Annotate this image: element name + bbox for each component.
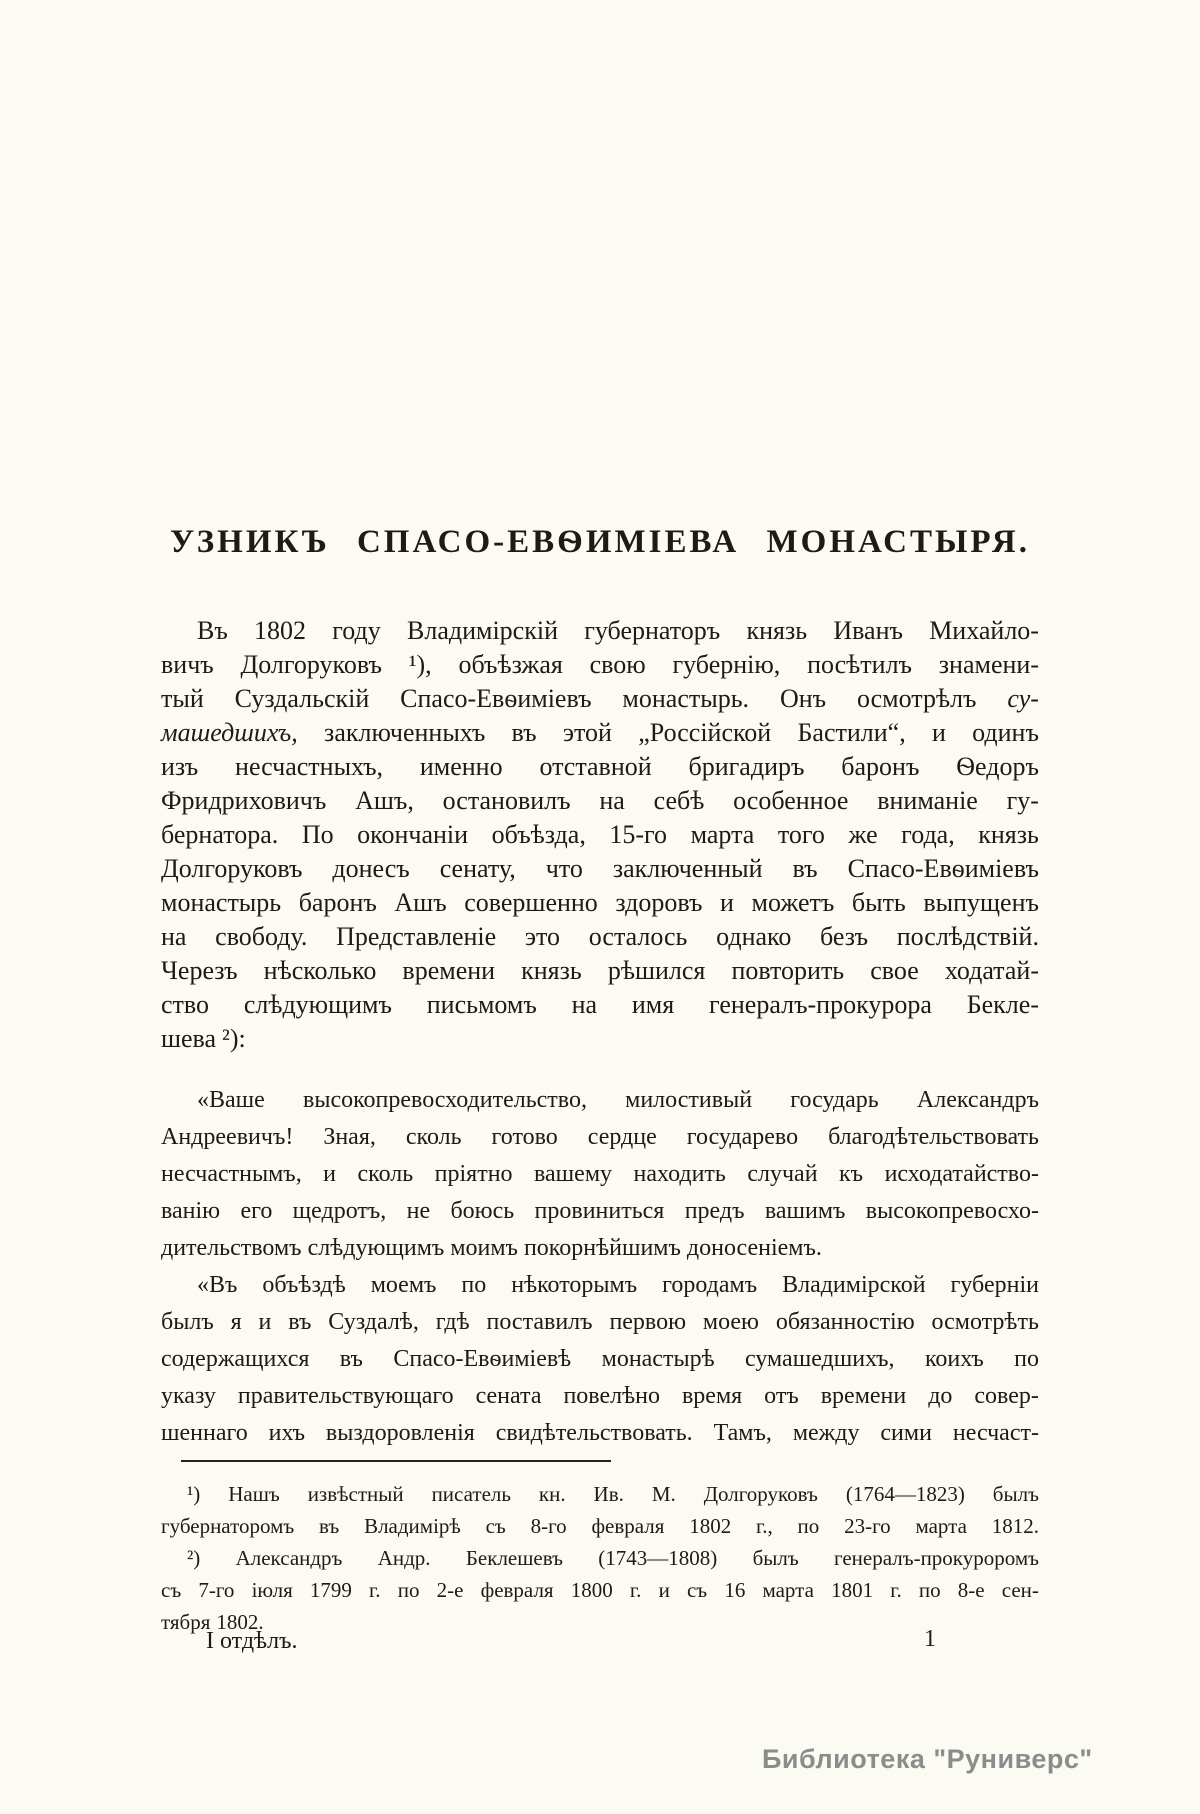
text-line: Фридриховичъ Ашъ, остановилъ на себѣ особенное вниманіе гу- [161,786,1039,815]
footnote [161,1542,1039,1638]
text-line: Въ 1802 году Владимірскій губернаторъ князь Иванъ Михайло- [197,616,1039,645]
section-label: I отдѣлъ. [206,1628,298,1654]
text-line: монастырь баронъ Ашъ совершенно здоровъ и можетъ быть выпущенъ [161,888,1039,917]
footnotes [161,1478,1039,1638]
paragraph [161,614,1039,1056]
text-line: несчастнымъ, и сколь пріятно вашему находить случай къ исходатайство- [161,1161,1039,1187]
footnote-separator-rule [181,1460,611,1462]
page-title: УЗНИКЪ СПАСО-ЕВѲИМІЕВА МОНАСТЫРЯ. [169,524,1031,560]
text-line: вичъ Долгоруковъ ¹), объѣзжая свою губернію, посѣтилъ знамени- [161,650,1039,679]
body-text [161,614,1039,1452]
text-line: Долгоруковъ донесъ сенату, что заключенный въ Спасо-Евѳиміевъ [161,854,1039,883]
text-line: Андреевичъ! Зная, сколь готово сердце государево благодѣтельствовать [161,1124,1039,1150]
text-line: «Въ объѣздѣ моемъ по нѣкоторымъ городамъ Владимірской губерніи [197,1272,1039,1298]
text-line: дительствомъ слѣдующимъ моимъ покорнѣйшимъ доносеніемъ. [161,1235,822,1261]
text-line: съ 7-го іюля 1799 г. по 2-е февраля 1800 г. и съ 16 марта 1801 г. по 8-е сен- [161,1578,1039,1602]
text-line: «Ваше высокопревосходительство, милостивый государь Александръ [197,1087,1039,1113]
page-number: 1 [924,1626,936,1652]
text-line: ванію его щедротъ, не боюсь провиниться предъ вашимъ высокопревосхо- [161,1198,1039,1224]
text-line: шеннаго ихъ выздоровленія свидѣтельствовать. Тамъ, между сими несчаст- [161,1420,1039,1446]
watermark: Библиотека "Руниверс" [762,1744,1093,1774]
text-line: содержащихся въ Спасо-Евѳиміевѣ монастырѣ сумашедшихъ, коихъ по [161,1346,1039,1372]
text-line: былъ я и въ Суздалѣ, гдѣ поставилъ первою моею обязанностію осмотрѣть [161,1309,1039,1335]
footnote [161,1478,1039,1542]
text-line: ¹) Нашъ извѣстный писатель кн. Ив. М. Долгоруковъ (1764—1823) былъ [187,1482,1039,1506]
text-line: ²) Александръ Андр. Беклешевъ (1743—1808) былъ генералъ-прокуроромъ [187,1546,1039,1570]
text-line: тября 1802. [161,1610,264,1634]
text-line: бернатора. По окончаніи объѣзда, 15-го марта того же года, князь [161,820,1039,849]
text-line: шева ²): [161,1024,246,1053]
text-line: губернаторомъ въ Владимірѣ съ 8-го февраля 1802 г., по 23-го марта 1812. [161,1514,1039,1538]
text-line: ство слѣдующимъ письмомъ на имя генералъ-прокурора Бекле- [161,990,1039,1019]
text-line: на свободу. Представленіе это осталось однако безъ послѣдствій. [161,922,1039,951]
paragraph [161,1267,1039,1452]
text-line: изъ несчастныхъ, именно отставной бригадиръ баронъ Ѳедоръ [161,752,1039,781]
text-line: Черезъ нѣсколько времени князь рѣшился повторить свое ходатай- [161,956,1039,985]
text-line: указу правительствующаго сената повелѣно время отъ времени до совер- [161,1383,1039,1409]
paragraph [161,1082,1039,1267]
text-line: тый Суздальскій Спасо-Евѳиміевъ монастырь. Онъ осмотрѣлъ су- [161,684,1039,713]
text-line: машедшихъ, заключенныхъ въ этой „Россійской Бастили“, и одинъ [161,718,1039,747]
